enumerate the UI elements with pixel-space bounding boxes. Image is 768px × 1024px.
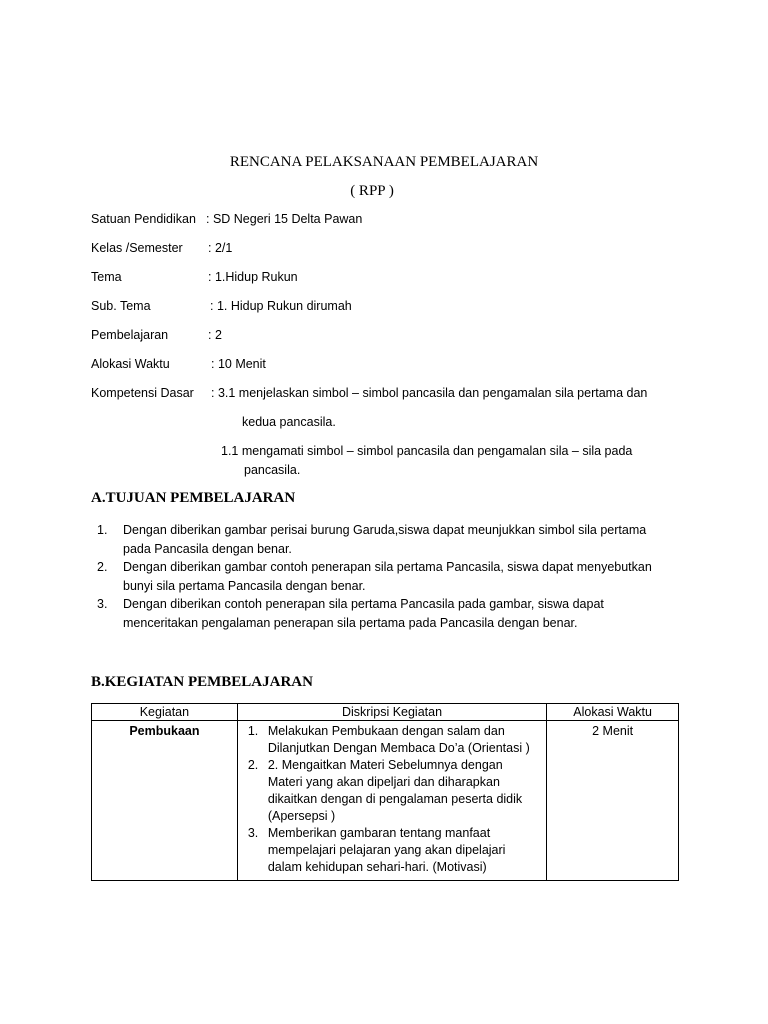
table-header-row [92, 704, 679, 721]
kd2-line-1: 1.1 mengamati simbol – simbol pancasila dan pengamalan sila – sila pada [221, 444, 633, 458]
value-alokasi-waktu: : 10 Menit [211, 357, 266, 371]
kd-line-2: kedua pancasila. [242, 415, 336, 429]
list-item [242, 757, 542, 825]
list-number: 3. [97, 597, 108, 611]
value-kompetensi-dasar: : 3.1 menjelaskan simbol – simbol pancasila dan pengamalan sila pertama dan [211, 386, 648, 400]
cell-alokasi: 2 Menit [547, 721, 679, 881]
list-item-line: pada Pancasila dengan benar. [123, 541, 292, 556]
value-pembelajaran: : 2 [208, 328, 222, 342]
label-tema: Tema [91, 270, 122, 284]
list-item-line: Dengan diberikan gambar perisai burung Garuda,siswa dapat meunjukkan simbol sila pertama [123, 523, 647, 537]
value-satuan-pendidikan: : SD Negeri 15 Delta Pawan [206, 212, 363, 226]
column-header-diskripsi: Diskripsi Kegiatan [237, 704, 546, 721]
list-item [97, 521, 652, 558]
document-subtitle: ( RPP ) [350, 183, 394, 199]
list-number: 1. [97, 523, 108, 537]
label-kelas-semester: Kelas /Semester [91, 241, 183, 255]
list-number: 2. [247, 758, 259, 772]
list-item-line: Materi yang akan dipeljari dan diharapkan [267, 775, 500, 789]
list-item-line: (Apersepsi ) [267, 809, 336, 823]
diskripsi-list [242, 723, 542, 876]
list-number: 2. [97, 560, 108, 574]
list-number: 1. [247, 724, 259, 738]
list-item [97, 595, 652, 632]
list-item [242, 723, 542, 757]
label-kompetensi-dasar: Kompetensi Dasar [91, 386, 194, 400]
document-title: RENCANA PELAKSANAAN PEMBELAJARAN [229, 154, 539, 170]
list-item [97, 558, 652, 595]
column-header-alokasi: Alokasi Waktu [547, 704, 679, 721]
cell-kegiatan: Pembukaan [92, 721, 238, 881]
value-tema: : 1.Hidup Rukun [208, 270, 298, 284]
list-item-line: menceritakan pengalaman penerapan sila pertama pada Pancasila dengan benar. [123, 615, 578, 630]
kd2-line-2: pancasila. [244, 463, 301, 477]
list-item-line: bunyi sila pertama Pancasila dengan benar. [123, 578, 366, 593]
section-a-heading: A.TUJUAN PEMBELAJARAN [91, 490, 296, 506]
label-alokasi-waktu: Alokasi Waktu [91, 357, 170, 371]
list-item-line: mempelajari pelajaran yang akan dipelajari [267, 843, 506, 857]
list-item-line: dalam kehidupan sehari-hari. (Motivasi) [267, 860, 487, 874]
kegiatan-table [91, 703, 679, 881]
list-number: 3. [247, 826, 259, 840]
label-satuan-pendidikan: Satuan Pendidikan [91, 212, 196, 226]
list-item-line: 2. Mengaitkan Materi Sebelumnya dengan [267, 758, 503, 772]
list-item-line: Memberikan gambaran tentang manfaat [267, 826, 491, 840]
list-item-line: Melakukan Pembukaan dengan salam dan [267, 724, 505, 738]
list-item-line: Dengan diberikan contoh penerapan sila pertama Pancasila pada gambar, siswa dapat [123, 597, 604, 611]
table-row [92, 721, 679, 881]
value-sub-tema: : 1. Hidup Rukun dirumah [210, 299, 352, 313]
cell-diskripsi [237, 721, 546, 881]
list-item [242, 825, 542, 876]
label-pembelajaran: Pembelajaran [91, 328, 169, 342]
value-kelas-semester: : 2/1 [208, 241, 233, 255]
column-header-kegiatan: Kegiatan [92, 704, 238, 721]
tujuan-list [97, 521, 652, 632]
list-item-line: dikaitkan dengan di pengalaman peserta didik [267, 792, 523, 806]
list-item-line: Dilanjutkan Dengan Membaca Do’a (Orientasi ) [267, 741, 530, 755]
section-b-heading: B.KEGIATAN PEMBELAJARAN [91, 674, 313, 690]
list-item-line: Dengan diberikan gambar contoh penerapan sila pertama Pancasila, siswa dapat menyebutkan [123, 560, 652, 574]
label-sub-tema: Sub. Tema [91, 299, 151, 313]
